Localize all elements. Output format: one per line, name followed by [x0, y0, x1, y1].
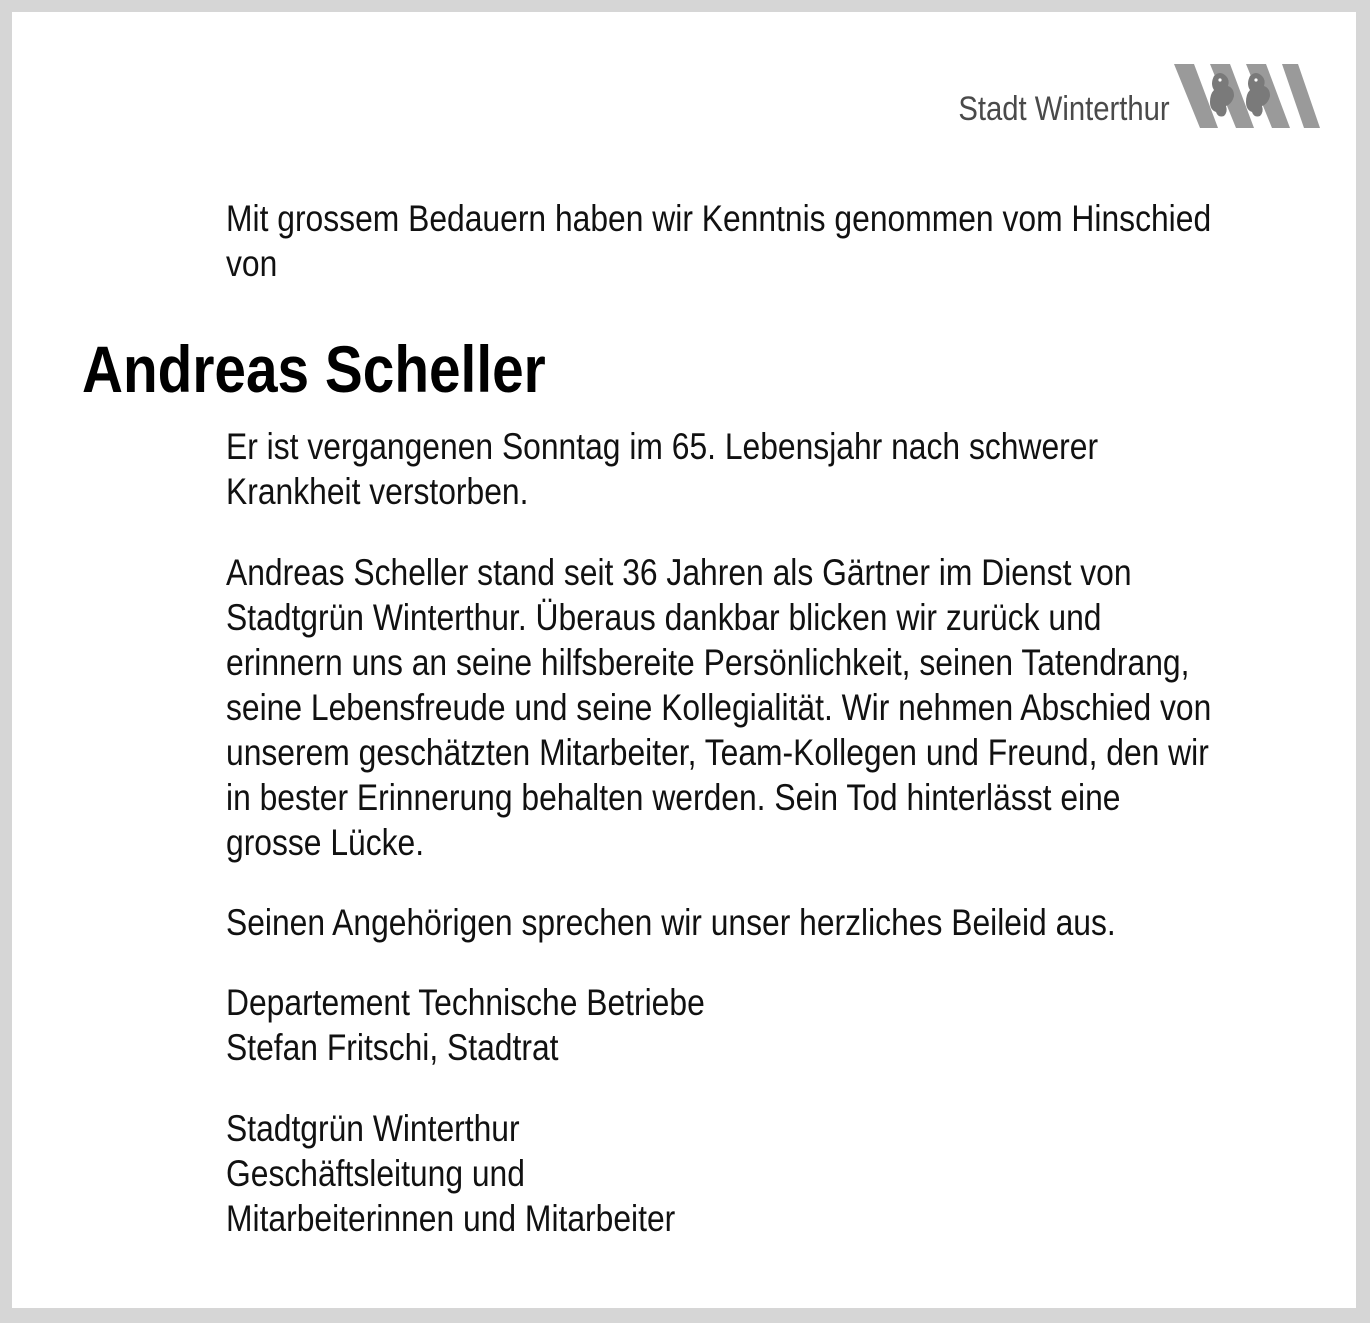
- paragraph-line: Seinen Angehörigen sprechen wir unser herzliches Beileid aus.: [226, 902, 1116, 943]
- intro-line: von: [226, 243, 278, 284]
- deceased-name: Andreas Scheller: [82, 332, 546, 406]
- brand-header: [924, 64, 1320, 128]
- signature-line: Mitarbeiterinnen und Mitarbeiter: [226, 1198, 676, 1239]
- condolence-paragraph: [226, 900, 1306, 945]
- intro-text: [226, 196, 1306, 286]
- paragraph-line: unserem geschätzten Mitarbeiter, Team-Kollegen und Freund, den wir: [226, 732, 1209, 773]
- paragraph-line: Andreas Scheller stand seit 36 Jahren als Gärtner im Dienst von: [226, 552, 1132, 593]
- paragraph-line: grosse Lücke.: [226, 822, 425, 863]
- paragraph-line: Er ist vergangenen Sonntag im 65. Lebensjahr nach schwerer: [226, 426, 1099, 467]
- obituary-page: [12, 12, 1356, 1308]
- signature-line: Stefan Fritschi, Stadtrat: [226, 1027, 559, 1068]
- paragraph-line: erinnern uns an seine hilfsbereite Persönlichkeit, seinen Tatendrang,: [226, 642, 1190, 683]
- signature-line: Departement Technische Betriebe: [226, 982, 705, 1023]
- paragraph-line: Stadtgrün Winterthur. Überaus dankbar blicken wir zurück und: [226, 597, 1102, 638]
- tribute-paragraph: [226, 550, 1306, 865]
- paragraph-line: seine Lebensfreude und seine Kollegialität. Wir nehmen Abschied von: [226, 687, 1212, 728]
- winterthur-coat-of-arms-icon: [1174, 64, 1320, 128]
- signature-department: [226, 980, 1306, 1070]
- signature-staff: [226, 1106, 1306, 1241]
- paragraph-line: Krankheit verstorben.: [226, 471, 529, 512]
- signature-line: Stadtgrün Winterthur: [226, 1108, 520, 1149]
- intro-line: Mit grossem Bedauern haben wir Kenntnis genommen vom Hinschied: [226, 198, 1212, 239]
- brand-name: Stadt Winterthur: [958, 90, 1170, 128]
- death-notice-paragraph: [226, 424, 1306, 514]
- signature-line: Geschäftsleitung und: [226, 1153, 525, 1194]
- paragraph-line: in bester Erinnerung behalten werden. Sein Tod hinterlässt eine: [226, 777, 1121, 818]
